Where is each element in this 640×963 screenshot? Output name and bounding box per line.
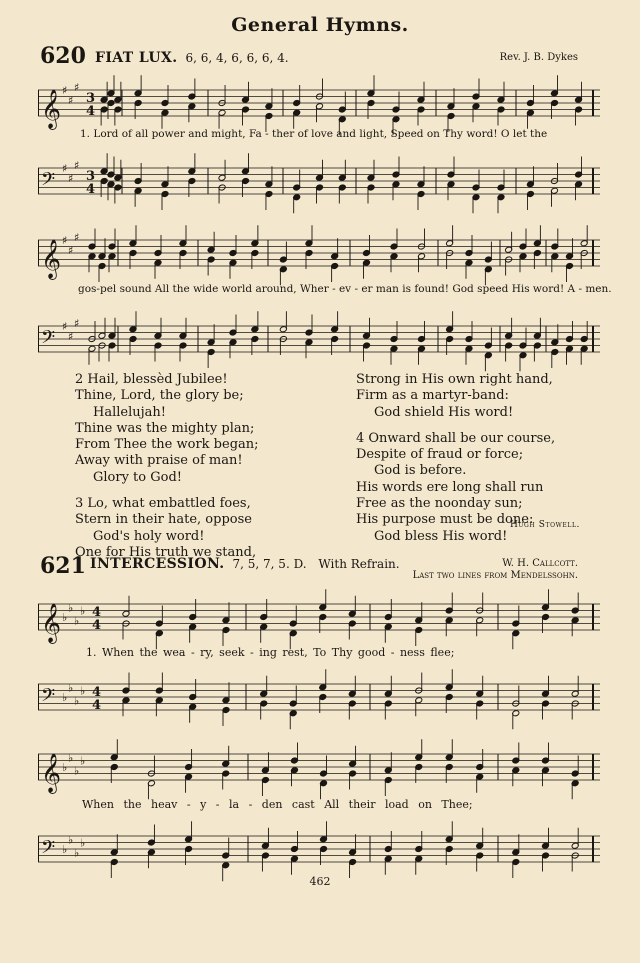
flat-icon: ♭ — [68, 601, 74, 615]
hymn-620-system-1-treble — [38, 76, 600, 132]
hymn-620-composer: Rev. J. B. Dykes — [499, 52, 578, 63]
staff-group — [38, 589, 600, 649]
stanza-line: God's holy word! — [93, 528, 205, 544]
stanza-line: Away with praise of man! — [75, 453, 243, 469]
hymn-620-author: Hugh Stowell. — [509, 520, 580, 530]
hymn-620-system-2-bass — [38, 312, 600, 368]
sharp-icon: ♯ — [68, 243, 74, 257]
flat-icon: ♭ — [68, 751, 74, 765]
hymn-620-system-2-treble — [38, 226, 600, 282]
hymn-621-lyric-1: 1. When the wea - ry, seek - ing rest, To Thy good - ness flee; — [86, 646, 455, 659]
stanza-line: Firm as a martyr-band: — [356, 388, 509, 404]
sharp-icon: ♯ — [74, 158, 80, 172]
hymn-621-number: 621 — [40, 553, 86, 579]
hymn-621-system-1-bass — [38, 670, 600, 726]
flat-icon: ♭ — [62, 611, 68, 624]
hymn-620-lyric-2: gos-pel sound All the wide world around, Wher - ev - er man is found! God speed His word! A - men. — [78, 283, 612, 295]
stanza-line: His purpose must be done: — [356, 512, 534, 528]
flat-icon: ♭ — [62, 843, 68, 856]
flat-icon: ♭ — [74, 614, 80, 628]
hymn-620-lyric-1: 1. Lord of all power and might, Fa - ther of love and light, Speed on Thy word! O let the — [80, 128, 548, 140]
stanza-line: 3 Lo, what embattled foes, — [75, 496, 251, 512]
stanza-line: Free as the noonday sun; — [356, 496, 523, 512]
bass-clef-icon: 𝄢 — [41, 837, 56, 863]
staff-group — [38, 821, 600, 881]
hymn-620-tune: FIAT LUX. — [95, 50, 178, 66]
treble-clef-icon: 𝄞 — [41, 603, 62, 643]
stanza-line: One for His truth we stand, — [75, 544, 257, 560]
stanza-line: God shield His word! — [374, 404, 514, 420]
hymn-621-composer-note: Last two lines from Mendelssohn. — [412, 570, 578, 581]
flat-icon: ♭ — [62, 761, 68, 774]
hymn-620-number: 620 — [40, 43, 86, 69]
flat-icon: ♭ — [74, 694, 80, 708]
flat-icon: ♭ — [68, 833, 74, 847]
hymn-621-title-line — [90, 556, 400, 572]
flat-icon: ♭ — [62, 691, 68, 704]
staff-group — [38, 225, 600, 285]
sharp-icon: ♯ — [68, 171, 74, 185]
time-signature-bottom: 4 — [92, 618, 102, 633]
staff-group — [38, 153, 600, 213]
time-signature-bottom: 4 — [86, 104, 96, 119]
staff-group — [38, 669, 600, 729]
sharp-icon: ♯ — [74, 230, 80, 244]
sharp-icon: ♯ — [68, 93, 74, 107]
hymn-620-title-line — [95, 47, 289, 66]
staff-group — [38, 739, 600, 799]
treble-clef-icon: 𝄞 — [41, 89, 62, 129]
sharp-icon: ♯ — [62, 162, 68, 175]
page-number: 462 — [309, 875, 331, 888]
stanza-spacer — [75, 486, 259, 496]
time-signature-bottom: 4 — [92, 698, 102, 713]
stanza-line: 2 Hail, blessèd Jubilee! — [75, 372, 228, 387]
flat-icon: ♭ — [74, 846, 80, 860]
sharp-icon: ♯ — [62, 234, 68, 247]
staff-group — [38, 311, 600, 371]
hymn-620-stanzas-left — [75, 372, 259, 561]
hymn-621-lyric-2: When the heav - y - la - den cast All their load on Thee; — [82, 798, 473, 811]
time-signature-top: 3 — [86, 91, 96, 106]
hymn-621-meter: 7, 5, 7, 5. D. — [232, 557, 307, 571]
hymn-620-system-1-bass — [38, 154, 600, 210]
flat-icon: ♭ — [80, 684, 86, 698]
stanza-line: Glory to God! — [93, 469, 183, 485]
stanza-line: Despite of fraud or force; — [356, 447, 524, 463]
bass-clef-icon: 𝄢 — [41, 685, 56, 711]
time-signature-top: 3 — [86, 169, 96, 184]
stanza-line: God bless His word! — [374, 528, 508, 544]
bass-clef-icon: 𝄢 — [41, 327, 56, 353]
time-signature-top: 4 — [92, 605, 102, 620]
flat-icon: ♭ — [68, 681, 74, 695]
sharp-icon: ♯ — [74, 316, 80, 330]
flat-icon: ♭ — [74, 764, 80, 778]
bass-clef-icon: 𝄢 — [41, 169, 56, 195]
flat-icon: ♭ — [80, 604, 86, 618]
time-signature-top: 4 — [92, 685, 102, 700]
stanza-line: God is before. — [374, 463, 467, 479]
sharp-icon: ♯ — [68, 329, 74, 343]
hymn-621-system-2-bass — [38, 822, 600, 878]
sharp-icon: ♯ — [74, 80, 80, 94]
treble-clef-icon: 𝄞 — [41, 753, 62, 793]
hymn-621-tune: INTERCESSION. — [90, 556, 225, 572]
time-signature-bottom: 4 — [86, 182, 96, 197]
stanza-line: Hallelujah! — [93, 404, 167, 420]
treble-clef-icon: 𝄞 — [41, 239, 62, 279]
stanza-line: Thine was the mighty plan; — [75, 420, 255, 436]
stanza-spacer — [356, 421, 555, 431]
flat-icon: ♭ — [80, 836, 86, 850]
stanza-line: Strong in His own right hand, — [356, 372, 553, 387]
flat-icon: ♭ — [80, 754, 86, 768]
stanza-line: From Thee the work began; — [75, 437, 259, 453]
hymn-620-meter: 6, 6, 4, 6, 6, 6, 4. — [185, 51, 289, 65]
hymn-621-refrain: With Refrain. — [318, 557, 400, 571]
page-header: General Hymns. — [231, 14, 409, 36]
hymn-621-composer: W. H. Callcott. — [502, 558, 578, 569]
staff-group — [38, 75, 600, 135]
stanza-line: 4 Onward shall be our course, — [356, 430, 556, 446]
stanza-line: Stern in their hate, oppose — [75, 512, 252, 528]
stanza-line: His words ere long shall run — [356, 479, 544, 495]
stanza-line: Thine, Lord, the glory be; — [75, 388, 244, 404]
hymn-621-system-2-treble — [38, 740, 600, 796]
hymn-621-system-1-treble — [38, 590, 600, 646]
sharp-icon: ♯ — [62, 84, 68, 97]
sharp-icon: ♯ — [62, 320, 68, 333]
